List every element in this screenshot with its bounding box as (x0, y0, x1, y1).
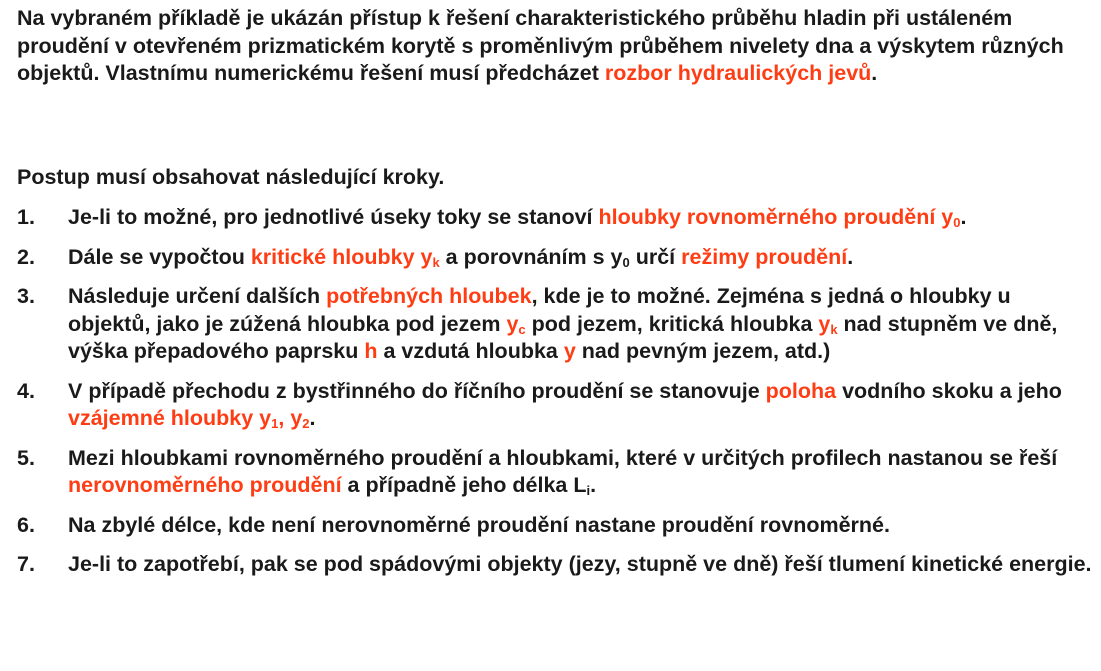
step-text: Na zbylé délce, kde není nerovnoměrné proudění nastane proudění rovnoměrné. (68, 512, 890, 537)
highlight-term: režimy proudění (681, 244, 848, 269)
intro-text: Na vybraném příkladě je ukázán přístup k řešení charakteristického průběhu hladin při ustáleném proudění v otevřeném prizmatickém korytě s proměnlivým průběhem nivelety dna a výskytem různých objektů. Vlastnímu numerickému řešení musí předcházet (17, 6, 1064, 85)
step-number: 4. (17, 378, 35, 403)
step-number: 2. (17, 244, 35, 269)
step-text: V případě přechodu z bystřinného do říčního proudění se stanovuje poloha vodního skoku a jeho vzájemné hloubky $y_1$, $y_2$. (68, 378, 1062, 431)
step-text: Je-li to možné, pro jednotlivé úseky toky se stanoví hloubky rovnoměrného proudění $y_0$. (68, 205, 967, 230)
highlight-term: vzájemné hloubky $y_1$, $y_2$ (68, 406, 310, 431)
steps-lead: Postup musí obsahovat následující kroky. (17, 165, 445, 189)
intro-highlight: rozbor hydraulických jevů (604, 61, 872, 85)
step-number: 3. (17, 284, 35, 308)
step-number: 5. (17, 445, 35, 470)
highlight-term: y (563, 339, 576, 363)
highlight-term: kritické hloubky $y_k$ (250, 244, 440, 270)
step-number: 6. (17, 512, 35, 537)
intro-paragraph (17, 5, 1092, 88)
step-3 (17, 283, 1095, 366)
step-number: 7. (17, 552, 35, 576)
step-1 (17, 204, 1095, 232)
highlight-term: h (364, 339, 378, 363)
step-text: Mezi hloubkami rovnoměrného proudění a hloubkami, které v určitých profilech nastanou se řeší nerovnoměrného proudění a případně jeho délka $L_i$. (68, 445, 1058, 498)
highlight-term: hloubky rovnoměrného proudění $y_0$ (598, 205, 961, 230)
highlight-term: nerovnoměrného proudění (68, 473, 342, 497)
step-text: Dále se vypočtou kritické hloubky $y_k$ a porovnáním s $y_0$ určí režimy proudění. (68, 244, 854, 270)
highlight-term: poloha (765, 378, 837, 403)
step-text: Následuje určení dalších potřebných hloubek, kde je to možné. Zejména s jedná o hloubky u objektů, jako je zúžená hloubka pod jezem $y_c$ pod jezem, kritická hloubka $y_k$ nad stupněm ve dně, výška přepadového paprsku h a vzdutá hloubka y nad pevným jezem, atd.) (68, 284, 1058, 363)
highlight-term: potřebných hloubek (326, 284, 532, 308)
highlight-term: $y_c$ (506, 311, 526, 337)
step-text: Je-li to zapotřebí, pak se pod spádovými objekty (jezy, stupně ve dně) řeší tlumení kinetické energie. (68, 552, 1092, 576)
step-7 (17, 551, 1095, 579)
step-2 (17, 244, 1095, 272)
intro-end: . (871, 61, 878, 85)
step-6 (17, 512, 1095, 540)
steps-list (17, 204, 1095, 591)
highlight-term: $y_k$ (818, 311, 838, 337)
step-number: 1. (17, 205, 35, 229)
step-4 (17, 378, 1095, 433)
step-5 (17, 445, 1095, 500)
